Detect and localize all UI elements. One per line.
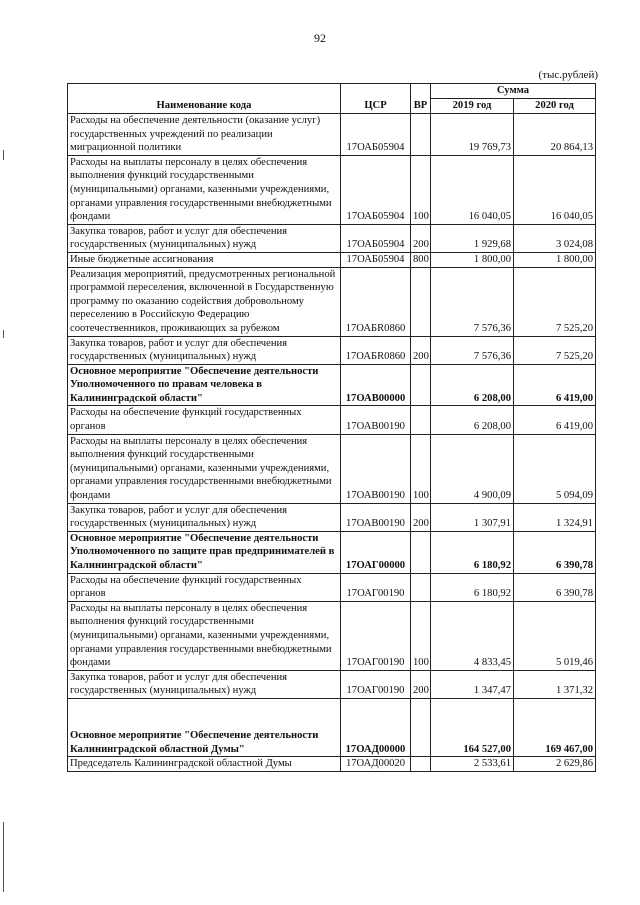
vr-cell xyxy=(411,757,431,772)
csr-cell: 17ОАВ00190 xyxy=(341,434,411,503)
vr-cell xyxy=(411,267,431,336)
csr-cell: 17ОАГ00190 xyxy=(341,601,411,670)
csr-cell: 17ОАД00020 xyxy=(341,757,411,772)
table-row xyxy=(68,757,596,772)
csr-cell: 17ОАВ00190 xyxy=(341,406,411,434)
csr-cell: 17ОАГ00190 xyxy=(341,573,411,601)
csr-cell: 17ОАБ05904 xyxy=(341,114,411,156)
amount-2020-cell: 20 864,13 xyxy=(514,114,596,156)
table-row xyxy=(68,155,596,224)
csr-cell: 17ОАД00000 xyxy=(341,698,411,756)
name-cell: Основное мероприятие "Обеспечение деятельности Уполномоченного по правам человека в Калининградской области" xyxy=(68,364,341,406)
amount-2020-cell: 7 525,20 xyxy=(514,267,596,336)
amount-2020-cell: 1 800,00 xyxy=(514,252,596,267)
csr-cell: 17ОАБ05904 xyxy=(341,155,411,224)
amount-2020-cell: 1 324,91 xyxy=(514,503,596,531)
vr-cell: 200 xyxy=(411,224,431,252)
table-row xyxy=(68,114,596,156)
amount-2020-cell: 3 024,08 xyxy=(514,224,596,252)
header-year-2020: 2020 год xyxy=(514,99,596,114)
table-row xyxy=(68,434,596,503)
name-cell: Расходы на обеспечение функций государственных органов xyxy=(68,406,341,434)
amount-2020-cell: 6 419,00 xyxy=(514,364,596,406)
table-body xyxy=(68,114,596,772)
amount-2019-cell: 164 527,00 xyxy=(431,698,514,756)
name-cell: Председатель Калининградской областной Думы xyxy=(68,757,341,772)
margin-mark xyxy=(3,150,4,160)
table-row xyxy=(68,364,596,406)
amount-2019-cell: 6 180,92 xyxy=(431,573,514,601)
csr-cell: 17ОАВ00000 xyxy=(341,364,411,406)
amount-2019-cell: 7 576,36 xyxy=(431,267,514,336)
vr-cell xyxy=(411,573,431,601)
name-cell: Расходы на выплаты персоналу в целях обеспечения выполнения функций государственными (муниципальными) органами, казенными учреждениями, органами управления государственными внебюджетными фондами xyxy=(68,601,341,670)
table-row xyxy=(68,698,596,756)
csr-cell: 17ОАГ00000 xyxy=(341,531,411,573)
amount-2019-cell: 1 800,00 xyxy=(431,252,514,267)
amount-2019-cell: 6 208,00 xyxy=(431,364,514,406)
name-cell: Закупка товаров, работ и услуг для обеспечения государственных (муниципальных) нужд xyxy=(68,503,341,531)
name-cell: Расходы на обеспечение функций государственных органов xyxy=(68,573,341,601)
vr-cell xyxy=(411,406,431,434)
name-cell: Иные бюджетные ассигнования xyxy=(68,252,341,267)
header-name: Наименование кода xyxy=(68,84,341,114)
page-number: 92 xyxy=(314,31,326,45)
table-header-row xyxy=(68,84,596,99)
table-row xyxy=(68,670,596,698)
name-cell: Расходы на выплаты персоналу в целях обеспечения выполнения функций государственными (муниципальными) органами, казенными учреждениями, органами управления государственными внебюджетными фондами xyxy=(68,434,341,503)
amount-2019-cell: 6 208,00 xyxy=(431,406,514,434)
amount-2019-cell: 7 576,36 xyxy=(431,336,514,364)
amount-2020-cell: 7 525,20 xyxy=(514,336,596,364)
amount-2019-cell: 1 307,91 xyxy=(431,503,514,531)
csr-cell: 17ОАБR0860 xyxy=(341,267,411,336)
vr-cell: 200 xyxy=(411,503,431,531)
header-sum: Сумма xyxy=(431,84,596,99)
amount-2020-cell: 16 040,05 xyxy=(514,155,596,224)
csr-cell: 17ОАБR0860 xyxy=(341,336,411,364)
csr-cell: 17ОАБ05904 xyxy=(341,224,411,252)
name-cell: Закупка товаров, работ и услуг для обеспечения государственных (муниципальных) нужд xyxy=(68,336,341,364)
table-row xyxy=(68,601,596,670)
amount-2020-cell: 5 019,46 xyxy=(514,601,596,670)
margin-mark xyxy=(3,330,4,338)
table-row xyxy=(68,252,596,267)
amount-2019-cell: 16 040,05 xyxy=(431,155,514,224)
name-cell: Расходы на обеспечение деятельности (оказание услуг) государственных учреждений по реализации миграционной политики xyxy=(68,114,341,156)
name-cell: Закупка товаров, работ и услуг для обеспечения государственных (муниципальных) нужд xyxy=(68,224,341,252)
header-csr: ЦСР xyxy=(341,84,411,114)
csr-cell: 17ОАБ05904 xyxy=(341,252,411,267)
vr-cell xyxy=(411,698,431,756)
amount-2019-cell: 2 533,61 xyxy=(431,757,514,772)
vr-cell: 100 xyxy=(411,155,431,224)
amount-2020-cell: 6 419,00 xyxy=(514,406,596,434)
budget-table xyxy=(67,83,596,772)
amount-2020-cell: 169 467,00 xyxy=(514,698,596,756)
amount-2020-cell: 6 390,78 xyxy=(514,573,596,601)
table-row xyxy=(68,224,596,252)
vr-cell: 100 xyxy=(411,601,431,670)
table-row xyxy=(68,573,596,601)
name-cell: Расходы на выплаты персоналу в целях обеспечения выполнения функций государственными (муниципальными) органами, казенными учреждениями, органами управления государственными внебюджетными фондами xyxy=(68,155,341,224)
amount-2020-cell: 1 371,32 xyxy=(514,670,596,698)
name-cell: Закупка товаров, работ и услуг для обеспечения государственных (муниципальных) нужд xyxy=(68,670,341,698)
name-cell: Основное мероприятие "Обеспечение деятельности Уполномоченного по защите прав предпринимателей в Калининградской области" xyxy=(68,531,341,573)
amount-2019-cell: 1 929,68 xyxy=(431,224,514,252)
vr-cell: 200 xyxy=(411,670,431,698)
units-label: (тыс.рублей) xyxy=(538,69,598,81)
header-year-2019: 2019 год xyxy=(431,99,514,114)
vr-cell xyxy=(411,114,431,156)
table-row xyxy=(68,531,596,573)
vr-cell xyxy=(411,531,431,573)
csr-cell: 17ОАГ00190 xyxy=(341,670,411,698)
csr-cell: 17ОАВ00190 xyxy=(341,503,411,531)
vr-cell: 800 xyxy=(411,252,431,267)
amount-2019-cell: 19 769,73 xyxy=(431,114,514,156)
amount-2020-cell: 2 629,86 xyxy=(514,757,596,772)
vr-cell xyxy=(411,364,431,406)
table-row xyxy=(68,267,596,336)
amount-2019-cell: 1 347,47 xyxy=(431,670,514,698)
amount-2019-cell: 4 900,09 xyxy=(431,434,514,503)
amount-2019-cell: 6 180,92 xyxy=(431,531,514,573)
header-vr: ВР xyxy=(411,84,431,114)
vr-cell: 100 xyxy=(411,434,431,503)
amount-2019-cell: 4 833,45 xyxy=(431,601,514,670)
name-cell: Реализация мероприятий, предусмотренных региональной программой переселения, включенной в Государственную программу по оказанию содействия добровольному переселению в Российскую Федерацию соотечественников, проживающих за рубежом xyxy=(68,267,341,336)
vr-cell: 200 xyxy=(411,336,431,364)
table-row xyxy=(68,406,596,434)
table-row xyxy=(68,503,596,531)
margin-mark xyxy=(3,822,4,892)
amount-2020-cell: 5 094,09 xyxy=(514,434,596,503)
name-cell: Основное мероприятие "Обеспечение деятельности Калининградской областной Думы" xyxy=(68,698,341,756)
amount-2020-cell: 6 390,78 xyxy=(514,531,596,573)
table-row xyxy=(68,336,596,364)
